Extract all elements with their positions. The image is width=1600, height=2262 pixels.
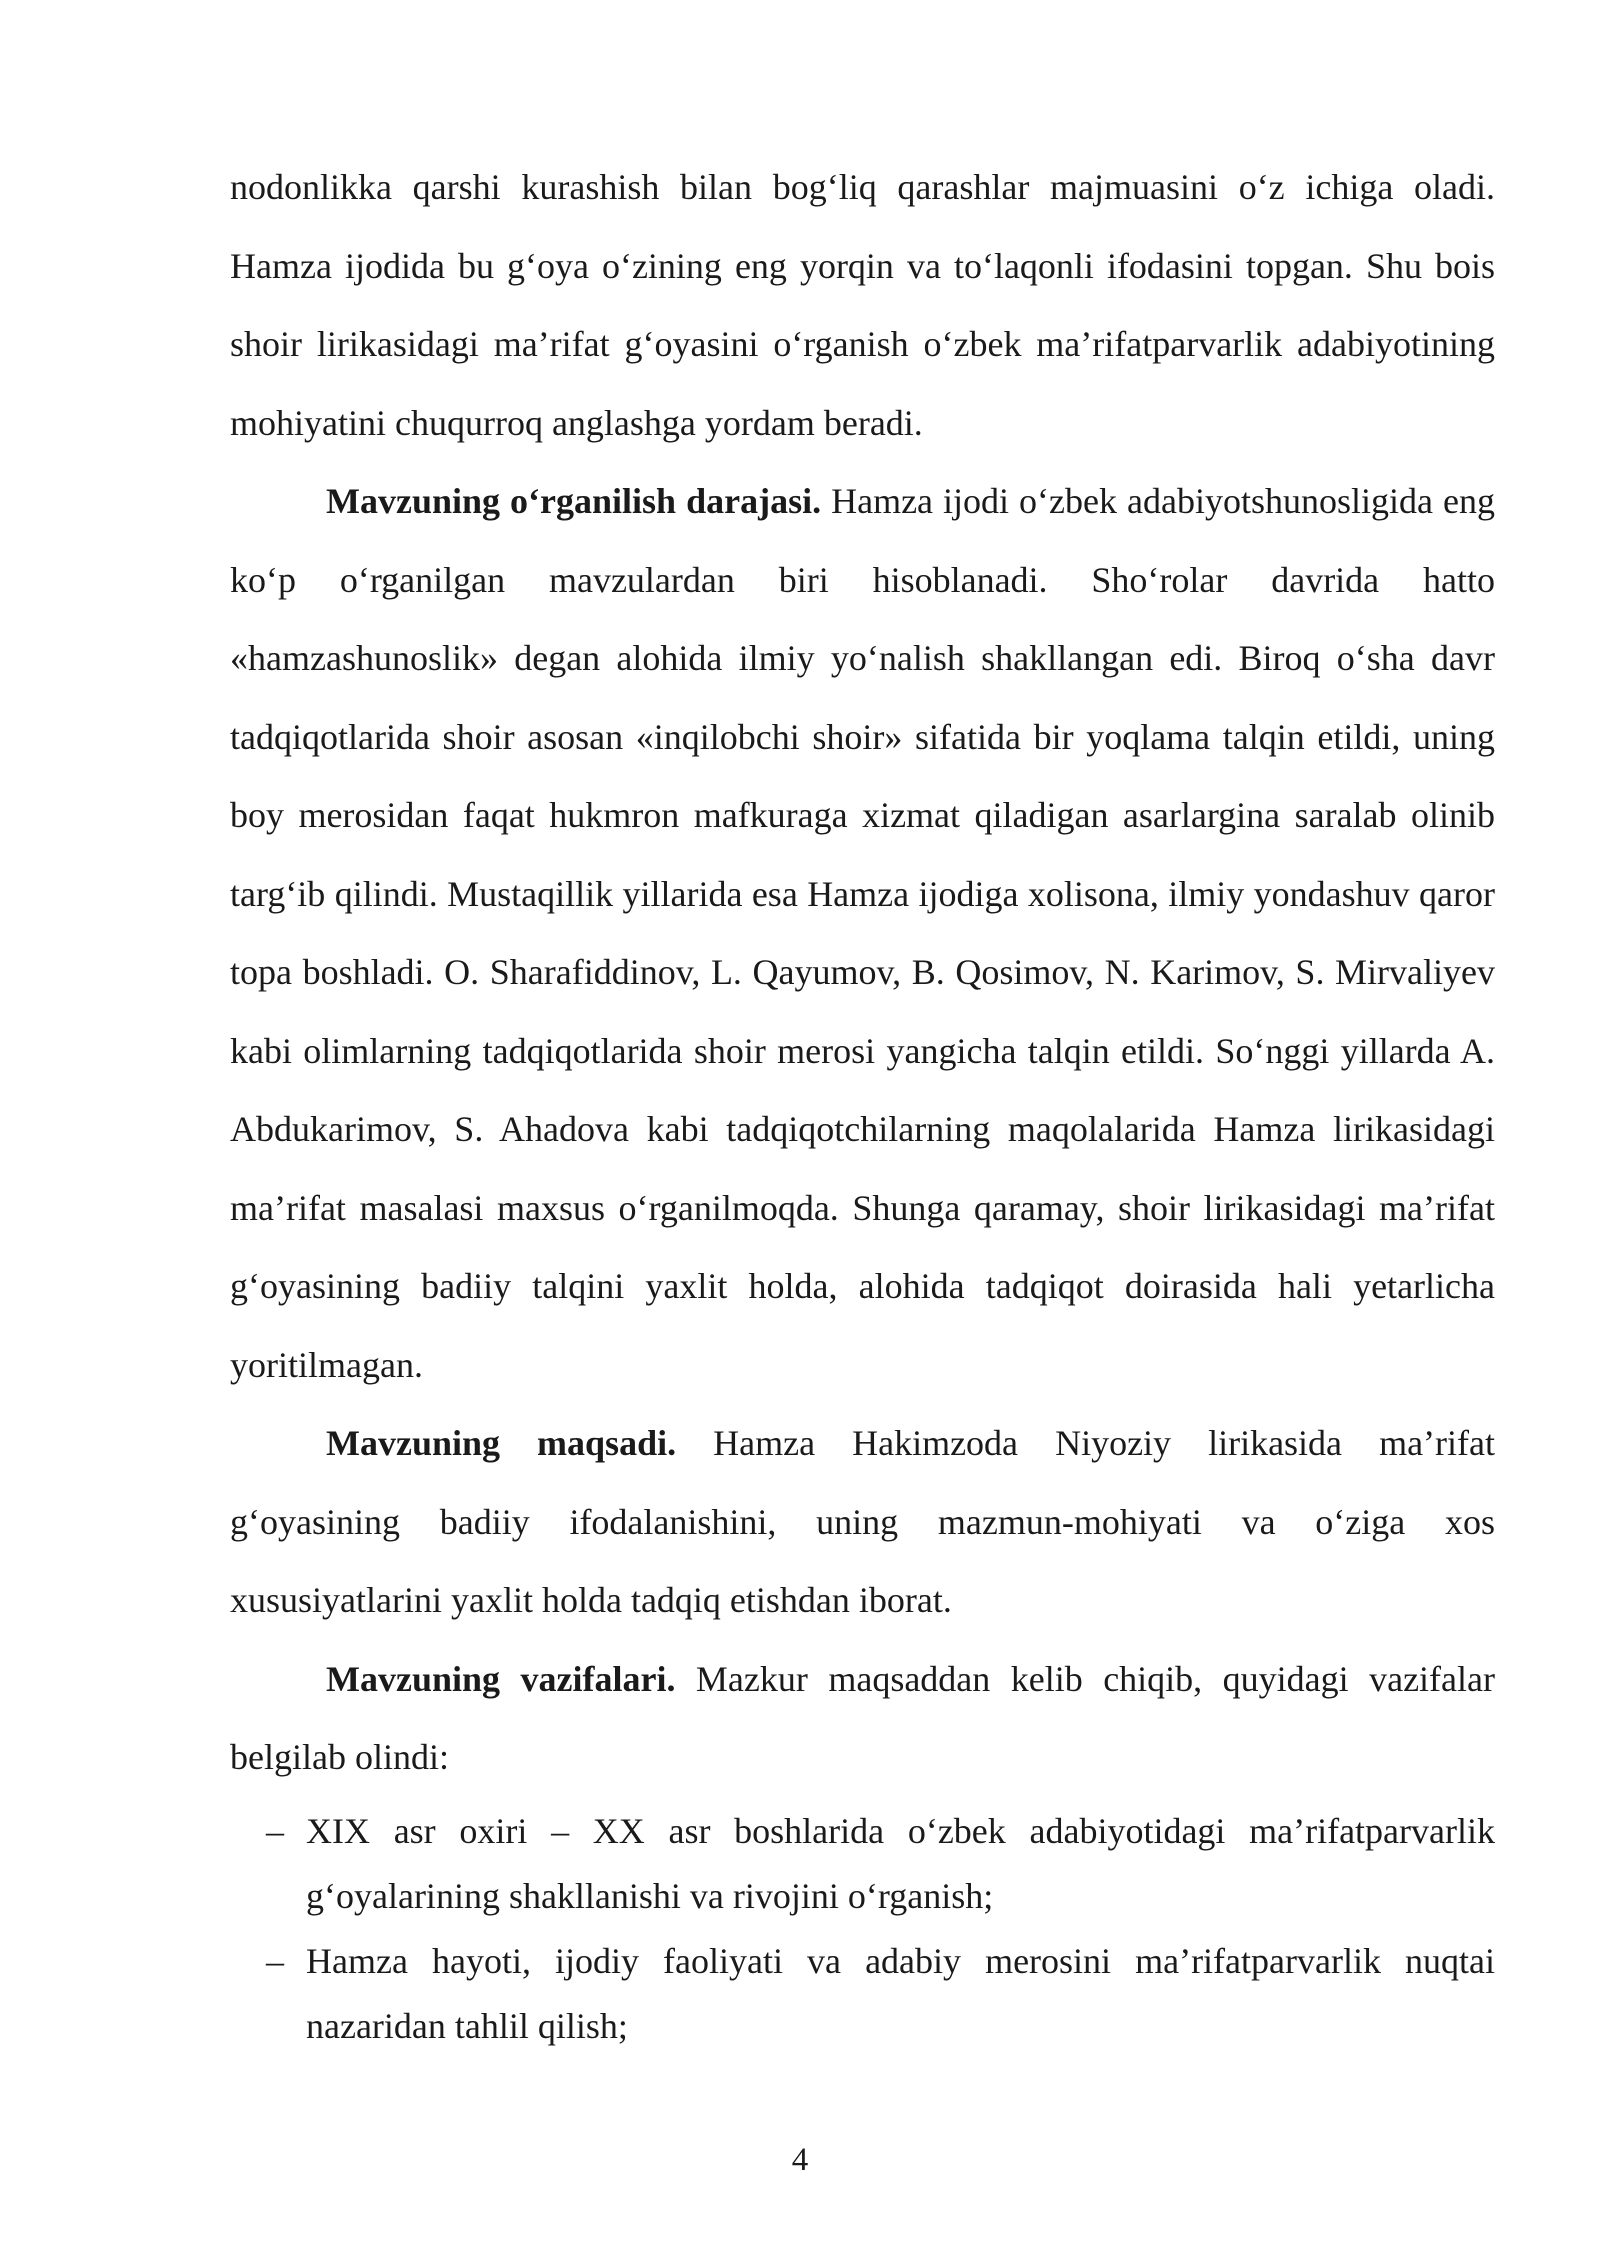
dash-bullet: – — [266, 1810, 284, 1851]
document-body — [230, 148, 1495, 2059]
text-goal: Hamza Hakimzoda Niyoziy lirikasida ma’rifat g‘oyasining badiiy ifodalanishini, uning mazmun-mohiyati va o‘ziga xos xususiyatlarini yaxlit holda tadqiq etishdan iborat. — [230, 1423, 1495, 1620]
heading-tasks: Mavzuning vazifalari. — [326, 1658, 676, 1699]
tasks-list — [230, 1799, 1495, 2059]
page-number: 4 — [791, 2142, 809, 2178]
heading-goal: Mavzuning maqsadi. — [326, 1423, 677, 1463]
text-tasks: Mazkur maqsaddan kelib chiqib, quyidagi vazifalar belgilab olindi: — [230, 1658, 1495, 1777]
dash-bullet: – — [266, 1940, 284, 1981]
list-item-text: Hamza hayoti, ijodiy faoliyati va adabiy merosini ma’rifatparvarlik nuqtai nazaridan tahlil qilish; — [306, 1940, 1495, 2046]
text-study-level: Hamza ijodi o‘zbek adabiyotshunosligida eng ko‘p o‘rganilgan mavzulardan biri hisoblanadi. Sho‘rolar davrida hatto «hamzashunoslik» degan alohida ilmiy yo‘nalish shakllangan edi. Biroq o‘sha davr tadqiqotlarida shoir asosan «inqilobchi shoir» sifatida bir yoqlama talqin etildi, uning boy merosidan faqat hukmron mafkuraga xizmat qiladigan asarlargina saralab olinib targ‘ib qilindi. Mustaqillik yillarida esa Hamza ijodiga xolisona, ilmiy yondashuv qaror topa boshladi. O. Sharafiddinov, L. Qayumov, B. Qosimov, N. Karimov, S. Mirvaliyev kabi olimlarning tadqiqotlarida shoir merosi yangicha talqin etildi. So‘nggi yillarda A. Abdukarimov, S. Ahadova kabi tadqiqotchilarning maqolalarida Hamza lirikasidagi ma’rifat masalasi maxsus o‘rganilmoqda. Shunga qaramay, shoir lirikasidagi ma’rifat g‘oyasining badiiy talqini yaxlit holda, alohida tadqiqot doirasida hali yetarlicha yoritilmagan. — [230, 481, 1495, 1385]
paragraph-intro: nodonlikka qarshi kurashish bilan bog‘liq qarashlar majmuasini o‘z ichiga oladi. Hamza ijodida bu g‘oya o‘zining eng yorqin va to‘laqonli ifodasini topgan. Shu bois shoir lirikasidagi ma’rifat g‘oyasini o‘rganish o‘zbek ma’rifatparvarlik adabiyotining mohiyatini chuqurroq anglashga yordam beradi. — [230, 167, 1495, 443]
list-item-text: XIX asr oxiri – XX asr boshlarida o‘zbek adabiyotidagi ma’rifatparvarlik g‘oyalarining shakllanishi va rivojini o‘rganish; — [306, 1810, 1495, 1916]
paragraph-goal — [230, 1404, 1495, 1640]
list-item — [230, 1929, 1495, 2059]
list-item — [230, 1799, 1495, 1929]
heading-study-level: Mavzuning o‘rganilish darajasi. — [326, 481, 822, 521]
paragraph-tasks — [230, 1640, 1495, 1797]
paragraph-study-level — [230, 462, 1495, 1404]
